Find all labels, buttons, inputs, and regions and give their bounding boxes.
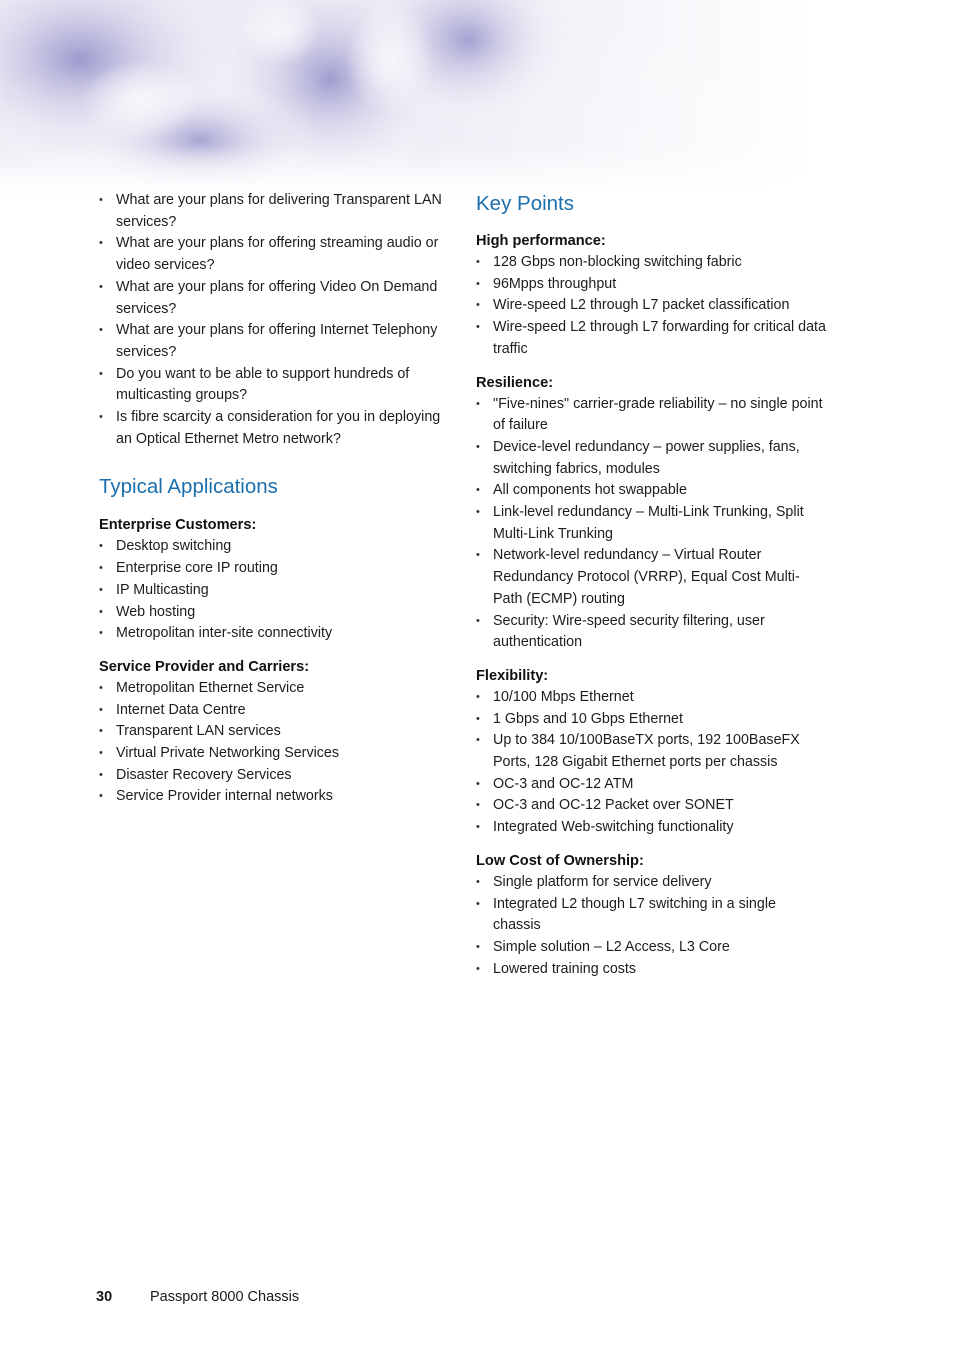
list-item: • Device-level redundancy – power supplies, fans, switching fabrics, modules bbox=[476, 437, 826, 480]
list-item: • Metropolitan Ethernet Service bbox=[99, 678, 449, 700]
low-cost-heading: Low Cost of Ownership: bbox=[476, 852, 644, 869]
list-item: • Virtual Private Networking Services bbox=[99, 743, 449, 765]
resilience-list bbox=[476, 394, 826, 654]
list-item: • Wire-speed L2 through L7 packet classification bbox=[476, 295, 826, 317]
list-item: • Up to 384 10/100BaseTX ports, 192 100BaseFX Ports, 128 Gigabit Ethernet ports per chassis bbox=[476, 730, 826, 773]
list-item: • 128 Gbps non-blocking switching fabric bbox=[476, 252, 826, 274]
list-item: • Link-level redundancy – Multi-Link Trunking, Split Multi-Link Trunking bbox=[476, 502, 826, 545]
list-item: • What are your plans for delivering Transparent LAN services? bbox=[99, 190, 449, 233]
list-item: • Is fibre scarcity a consideration for you in deploying an Optical Ethernet Metro network? bbox=[99, 407, 449, 450]
left-column bbox=[99, 190, 449, 808]
list-item: • IP Multicasting bbox=[99, 580, 449, 602]
list-item: • Disaster Recovery Services bbox=[99, 765, 449, 787]
high-performance-heading: High performance: bbox=[476, 233, 606, 249]
list-item: • Transparent LAN services bbox=[99, 721, 449, 743]
list-item: • Network-level redundancy – Virtual Router Redundancy Protocol (VRRP), Equal Cost Multi-Path (ECMP) routing bbox=[476, 545, 826, 610]
flexibility-list bbox=[476, 687, 826, 839]
list-item: • Wire-speed L2 through L7 forwarding for critical data traffic bbox=[476, 317, 826, 360]
list-item: • 10/100 Mbps Ethernet bbox=[476, 687, 826, 709]
list-item: • Security: Wire-speed security filtering, user authentication bbox=[476, 611, 826, 654]
list-item: • OC-3 and OC-12 Packet over SONET bbox=[476, 795, 826, 817]
enterprise-customers-heading: Enterprise Customers: bbox=[99, 517, 257, 534]
list-item: • All components hot swappable bbox=[476, 480, 826, 502]
list-item: • "Five-nines" carrier-grade reliability – no single point of failure bbox=[476, 394, 826, 437]
list-item: • 96Mpps throughput bbox=[476, 274, 826, 296]
list-item: • Integrated Web-switching functionality bbox=[476, 817, 826, 839]
typical-applications-heading: Typical Applications bbox=[99, 475, 278, 499]
list-item: • Internet Data Centre bbox=[99, 700, 449, 722]
list-item: • Do you want to be able to support hundreds of multicasting groups? bbox=[99, 364, 449, 407]
list-item: • 1 Gbps and 10 Gbps Ethernet bbox=[476, 709, 826, 731]
service-provider-list bbox=[99, 678, 449, 808]
intro-question-list bbox=[99, 190, 449, 450]
resilience-heading: Resilience: bbox=[476, 374, 554, 391]
enterprise-list bbox=[99, 536, 449, 645]
document-title: Passport 8000 Chassis bbox=[150, 1289, 300, 1305]
list-item: • Lowered training costs bbox=[476, 959, 826, 981]
flexibility-heading: Flexibility: bbox=[476, 667, 549, 684]
list-item: • Metropolitan inter-site connectivity bbox=[99, 623, 449, 645]
list-item: • Web hosting bbox=[99, 602, 449, 624]
right-column bbox=[476, 190, 826, 980]
low-cost-list bbox=[476, 872, 826, 981]
key-points-heading: Key Points bbox=[476, 192, 574, 215]
service-provider-heading: Service Provider and Carriers: bbox=[99, 658, 310, 675]
page-number: 30 bbox=[96, 1289, 113, 1305]
header-photo bbox=[0, 0, 954, 195]
list-item: • What are your plans for offering Internet Telephony services? bbox=[99, 320, 449, 363]
list-item: • Simple solution – L2 Access, L3 Core bbox=[476, 937, 826, 959]
list-item: • Desktop switching bbox=[99, 536, 449, 558]
list-item: • What are your plans for offering Video On Demand services? bbox=[99, 277, 449, 320]
list-item: • Integrated L2 though L7 switching in a single chassis bbox=[476, 894, 826, 937]
list-item: • Single platform for service delivery bbox=[476, 872, 826, 894]
high-performance-list bbox=[476, 252, 826, 361]
list-item: • OC-3 and OC-12 ATM bbox=[476, 774, 826, 796]
page-footer bbox=[96, 1289, 299, 1305]
list-item: • What are your plans for offering streaming audio or video services? bbox=[99, 233, 449, 276]
list-item: • Service Provider internal networks bbox=[99, 786, 449, 808]
list-item: • Enterprise core IP routing bbox=[99, 558, 449, 580]
